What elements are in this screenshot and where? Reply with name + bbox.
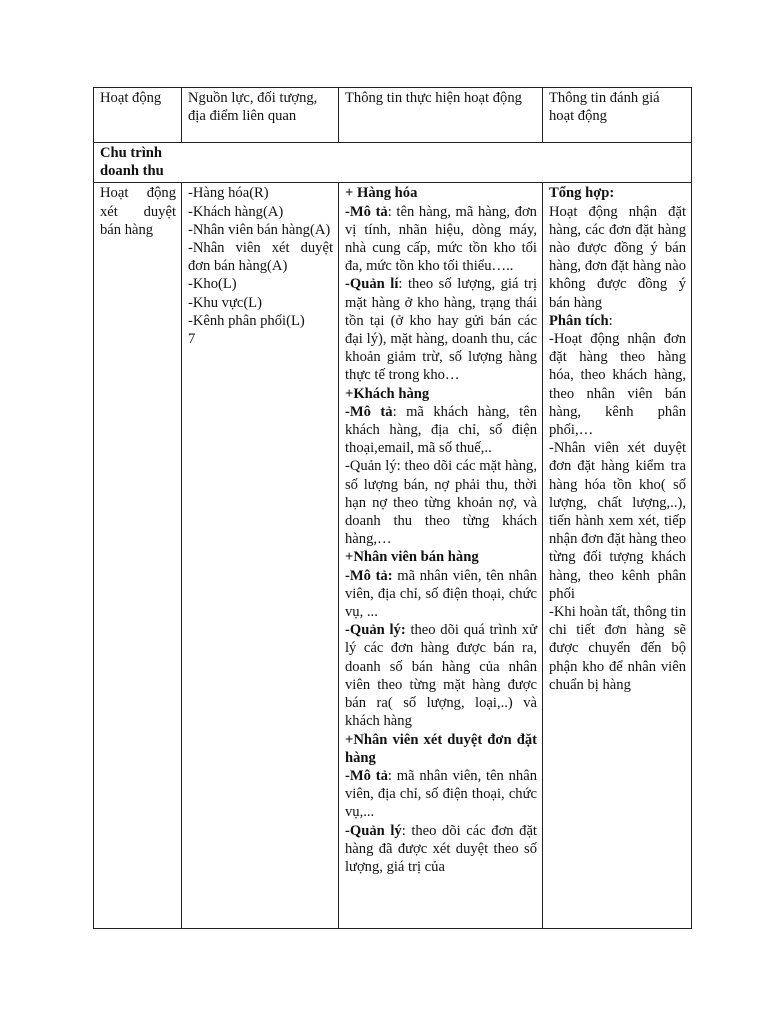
activity-cell: Hoạt động xét duyệt bán hàng bbox=[94, 183, 182, 929]
summary-text: Hoạt động nhận đặt hàng, các đơn đặt hàng nào được đồng ý bán hàng, đơn đặt hàng nào không được đồng ý bán hàng bbox=[549, 203, 686, 311]
analysis-item: -Hoạt động nhận đơn đặt hàng theo hàng hóa, theo khách hàng, theo nhân viên bán hàng, kênh phân phối,… bbox=[549, 331, 686, 439]
resource-item: -Kho(L) bbox=[188, 276, 237, 293]
table-header-row bbox=[94, 88, 692, 143]
resource-item: -Nhân viên xét duyệt đơn bán hàng(A) bbox=[188, 240, 333, 275]
info-text: : theo số lượng, giá trị mặt hàng ở kho hàng, trạng thái tồn tại (ở kho hay gửi bán các đại lý), mặt hàng, doanh thu, các khoản giảm trừ, số lượng hàng thực tế trong kho… bbox=[345, 276, 538, 384]
info-heading: +Nhân viên bán hàng bbox=[345, 549, 479, 566]
info-text: -Quản lý: theo dõi các mặt hàng, số lượng bán, nợ phải thu, thời hạn nợ theo từng khoản nợ, và doanh thu theo từng khách hàng,… bbox=[345, 458, 537, 548]
info-heading: +Khách hàng bbox=[345, 385, 430, 402]
execution-info-cell bbox=[339, 183, 543, 929]
info-label: -Quản lí bbox=[345, 276, 399, 293]
resource-item: -Nhân viên bán hàng(A) bbox=[188, 221, 331, 238]
evaluation-cell bbox=[543, 183, 692, 929]
header-execution-info: Thông tin thực hiện hoạt động bbox=[339, 88, 543, 143]
info-text: mã nhân viên, tên nhân viên, địa chỉ, số điện thoại, chức vụ, ... bbox=[345, 567, 537, 621]
info-label: -Mô tả: bbox=[345, 567, 393, 584]
section-title: Chu trình doanh thu bbox=[100, 145, 164, 180]
info-heading: + Hàng hóa bbox=[345, 185, 418, 202]
info-label: -Mô tả bbox=[345, 403, 393, 420]
info-label: -Quản lý: bbox=[345, 622, 406, 639]
resources-cell bbox=[182, 183, 339, 929]
resource-item: -Hàng hóa(R) bbox=[188, 185, 269, 202]
analysis-label: Phân tích bbox=[549, 312, 609, 329]
info-text: : theo dõi các đơn đặt hàng đã được xét duyệt theo số lượng, giá trị của bbox=[345, 822, 537, 875]
info-label: -Mô tả bbox=[345, 767, 388, 784]
header-resources: Nguồn lực, đối tượng, địa điểm liên quan bbox=[182, 88, 339, 143]
info-heading: +Nhân viên xét duyệt đơn đặt hàng bbox=[345, 731, 537, 766]
table-row bbox=[94, 183, 692, 929]
section-row bbox=[94, 143, 692, 183]
info-text: : mã khách hàng, tên khách hàng, địa chỉ, số điện thoại,email, mã số thuế,.. bbox=[345, 403, 537, 457]
resource-item: -Khách hàng(A) bbox=[188, 203, 284, 220]
header-activity: Hoạt động bbox=[94, 88, 182, 143]
analysis-colon: : bbox=[608, 312, 613, 329]
info-text: theo dõi quá trình xử lý các đơn hàng được bán ra, doanh số bán hàng của nhân viên theo từng mặt hàng được bán ra( số lượng, loại,..) và khách hàng bbox=[345, 622, 538, 730]
info-text: : mã nhân viên, tên nhân viên, địa chỉ, số điện thoại, chức vụ,... bbox=[345, 767, 537, 821]
summary-label: Tổng hợp: bbox=[549, 185, 615, 202]
info-label: -Mô tả bbox=[345, 203, 388, 220]
analysis-item: -Nhân viên xét duyệt đơn đặt hàng kiểm tra hàng hóa tồn kho( số lượng, chất lượng,..), tiến hành xem xét, tiếp nhận đơn đặt hàng theo từng đối tượng khách hàng, theo kênh phân phối bbox=[549, 440, 686, 602]
info-label: -Quản lý bbox=[345, 822, 402, 839]
activity-table bbox=[93, 87, 692, 929]
header-evaluation-info: Thông tin đánh giá hoạt động bbox=[543, 88, 692, 143]
resource-item: 7 bbox=[188, 331, 196, 348]
resource-item: -Kênh phân phối(L) bbox=[188, 312, 305, 329]
info-text: : tên hàng, mã hàng, đơn vị tính, nhãn hiệu, dòng máy, nhà cung cấp, mức tồn kho tối đa, mức tồn kho tối thiểu….. bbox=[345, 203, 537, 275]
resource-item: -Khu vực(L) bbox=[188, 294, 262, 311]
analysis-item: -Khi hoàn tất, thông tin chi tiết đơn hàng sẽ được chuyển đến bộ phận kho để nhân viên chuẩn bị hàng bbox=[549, 604, 686, 693]
